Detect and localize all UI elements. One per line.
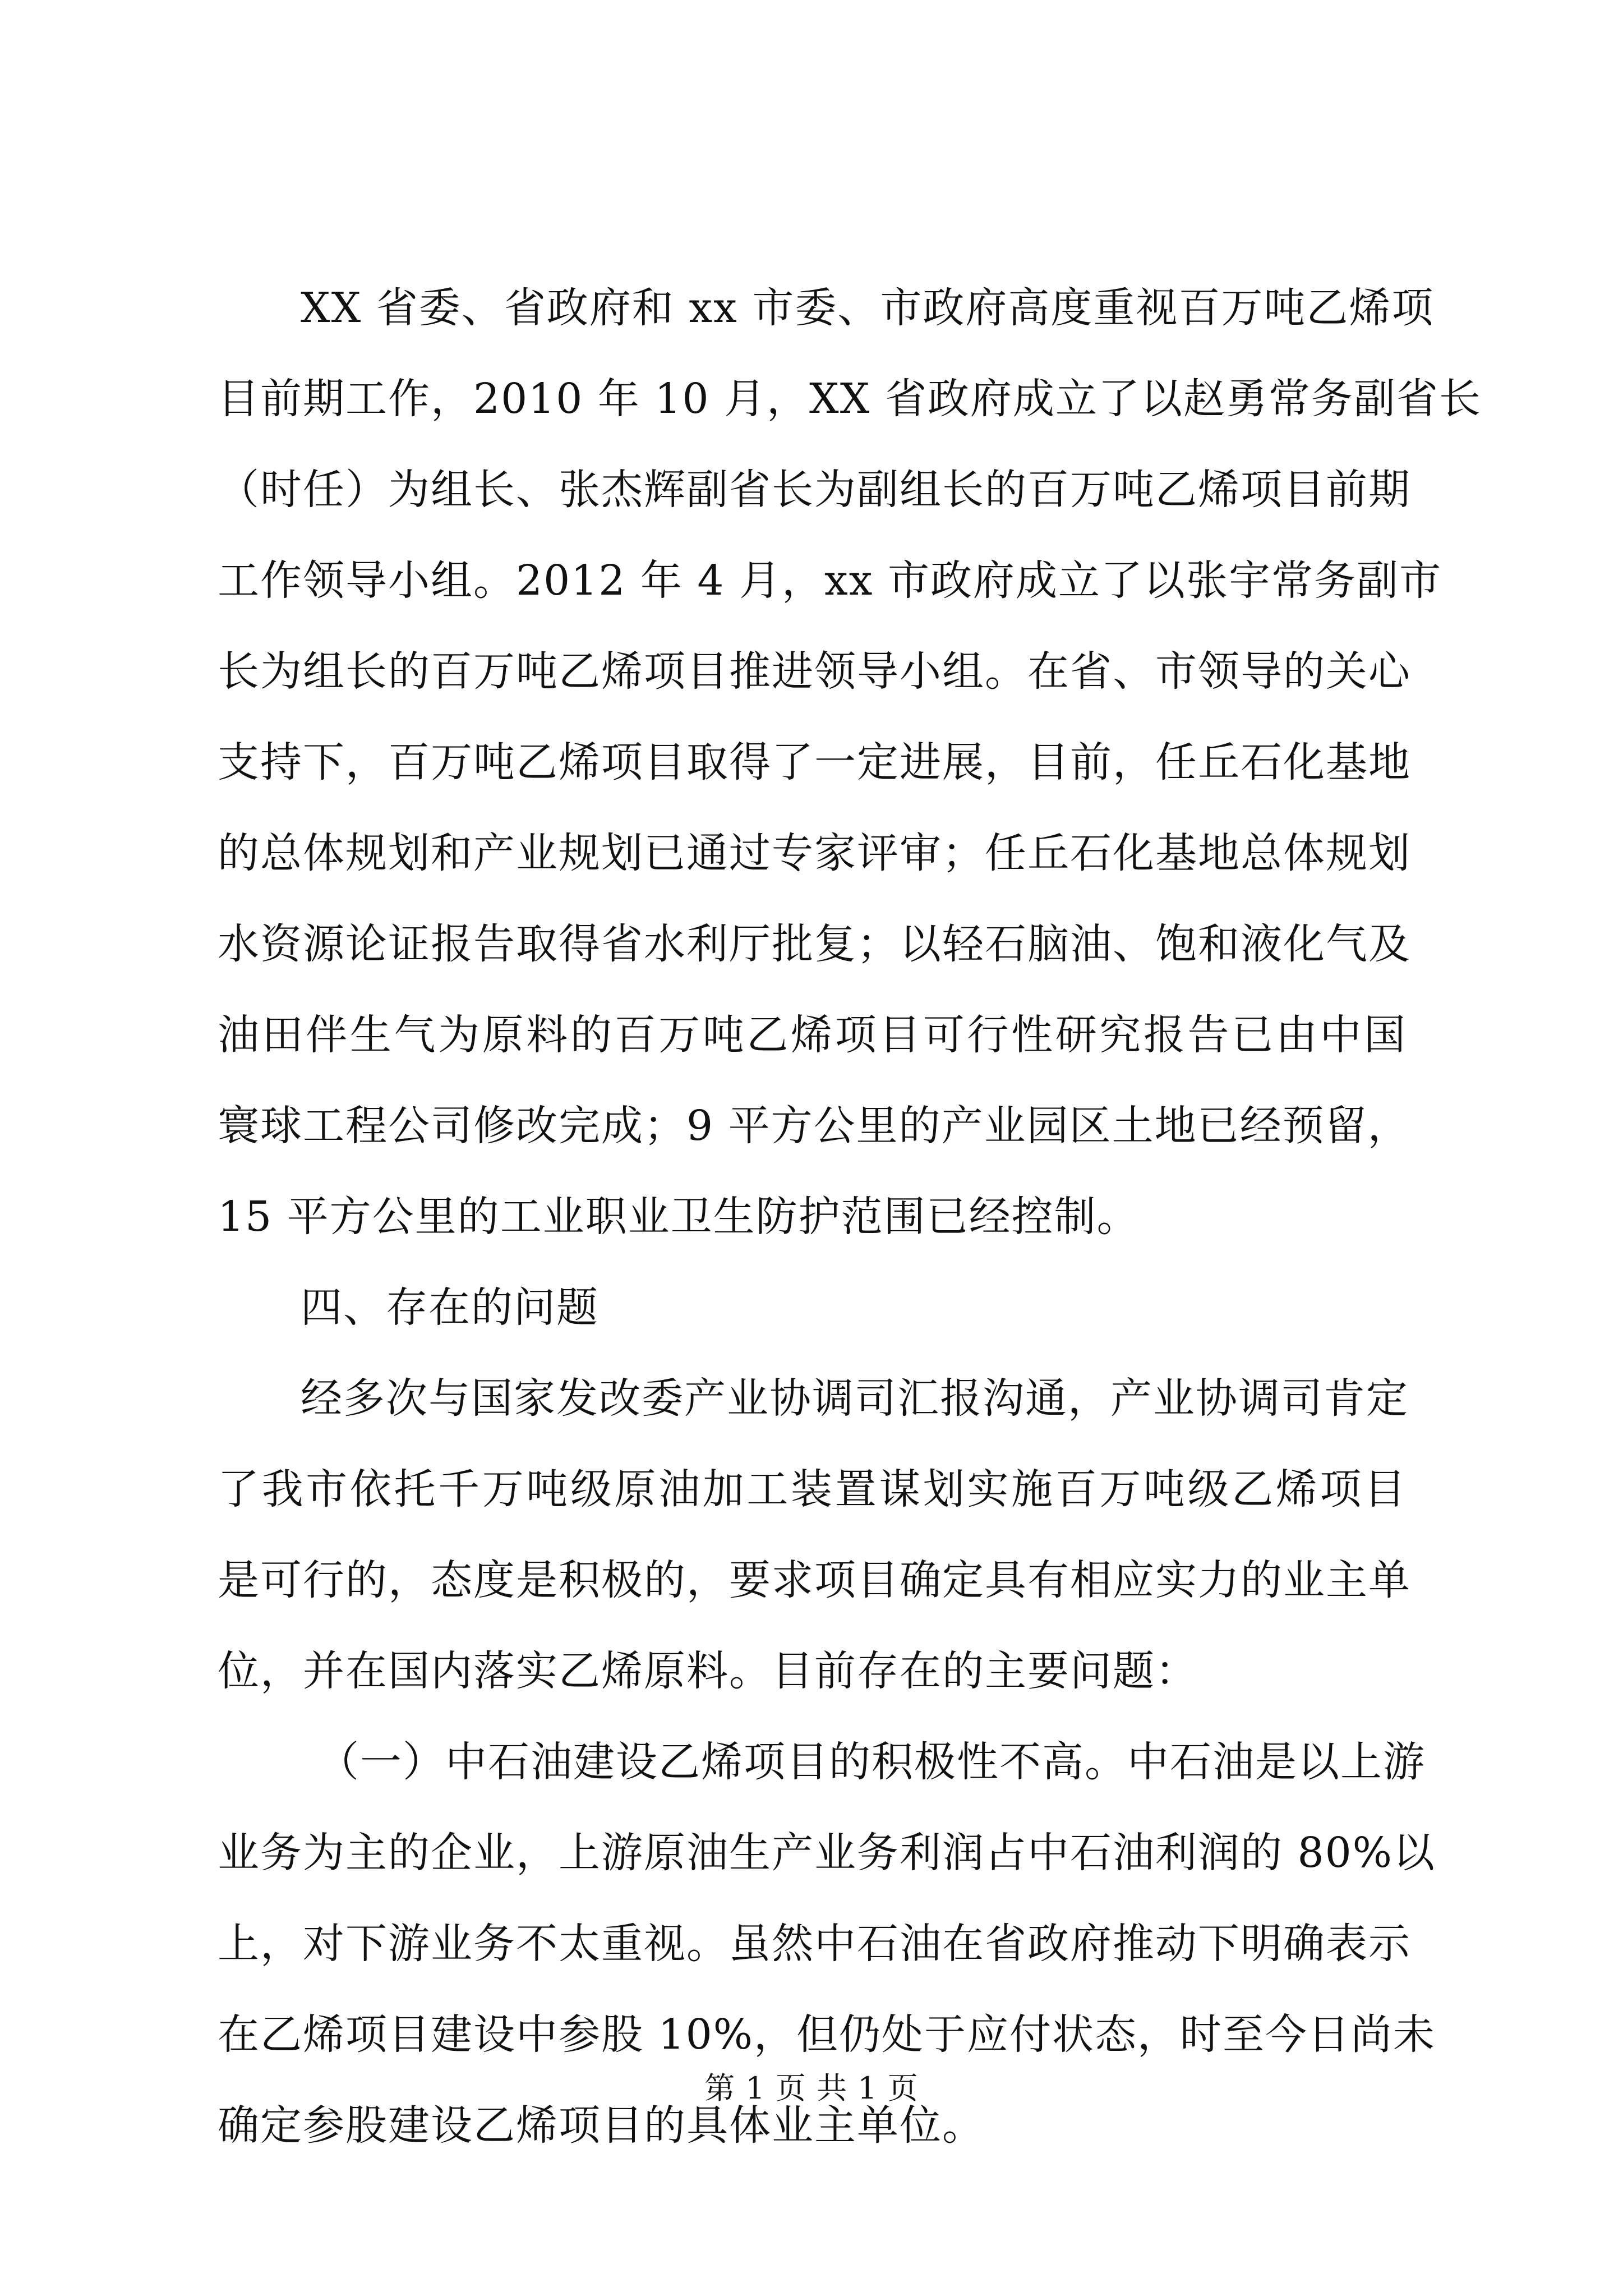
paragraph-1-line-2: 目前期工作，2010 年 10 月，XX 省政府成立了以赵勇常务副省长 bbox=[218, 375, 1482, 423]
page-footer: 第 1 页 共 1 页 bbox=[704, 2070, 919, 2106]
paragraph-2-line-1: 经多次与国家发改委产业协调司汇报沟通，产业协调司肯定 bbox=[301, 1374, 1409, 1423]
paragraph-3-line-2: 业务为主的企业，上游原油生产业务利润占中石油利润的 80%以 bbox=[218, 1829, 1436, 1877]
paragraph-3-line-5: 确定参股建设乙烯项目的具体业主单位。 bbox=[218, 2101, 985, 2150]
paragraph-1-line-5: 长为组长的百万吨乙烯项目推进领导小组。在省、市领导的关心 bbox=[218, 647, 1411, 696]
paragraph-1-line-3: （时任）为组长、张杰辉副省长为副组长的百万吨乙烯项目前期 bbox=[218, 466, 1411, 514]
paragraph-1-line-10: 寰球工程公司修改完成；9 平方公里的产业园区土地已经预留， bbox=[218, 1102, 1410, 1150]
paragraph-1-line-1: XX 省委、省政府和 xx 市委、市政府高度重视百万吨乙烯项 bbox=[301, 284, 1435, 332]
paragraph-3-line-1: （一）中石油建设乙烯项目的积极性不高。中石油是以上游 bbox=[317, 1738, 1426, 1786]
paragraph-2-line-2: 了我市依托千万吨级原油加工装置谋划实施百万吨级乙烯项目 bbox=[218, 1465, 1407, 1513]
paragraph-3-line-3: 上，对下游业务不太重视。虽然中石油在省政府推动下明确表示 bbox=[218, 1920, 1411, 1968]
paragraph-1-line-7: 的总体规划和产业规划已通过专家评审；任丘石化基地总体规划 bbox=[218, 829, 1411, 877]
paragraph-1-line-8: 水资源论证报告取得省水利厅批复；以轻石脑油、饱和液化气及 bbox=[218, 920, 1411, 968]
paragraph-1-line-9: 油田伴生气为原料的百万吨乙烯项目可行性研究报告已由中国 bbox=[218, 1011, 1407, 1059]
paragraph-1-line-4: 工作领导小组。2012 年 4 月，xx 市政府成立了以张宇常务副市 bbox=[218, 556, 1442, 605]
paragraph-1-line-6: 支持下，百万吨乙烯项目取得了一定进展，目前，任丘石化基地 bbox=[218, 738, 1411, 786]
section-heading: 四、存在的问题 bbox=[301, 1283, 599, 1332]
paragraph-1-line-11: 15 平方公里的工业职业卫生防护范围已经控制。 bbox=[218, 1193, 1140, 1241]
paragraph-3-line-4: 在乙烯项目建设中参股 10%，但仍处于应付状态，时至今日尚未 bbox=[218, 2010, 1436, 2059]
paragraph-2-line-4: 位，并在国内落实乙烯原料。目前存在的主要问题： bbox=[218, 1647, 1198, 1695]
paragraph-2-line-3: 是可行的，态度是积极的，要求项目确定具有相应实力的业主单 bbox=[218, 1556, 1411, 1604]
document-body bbox=[218, 263, 1482, 2171]
